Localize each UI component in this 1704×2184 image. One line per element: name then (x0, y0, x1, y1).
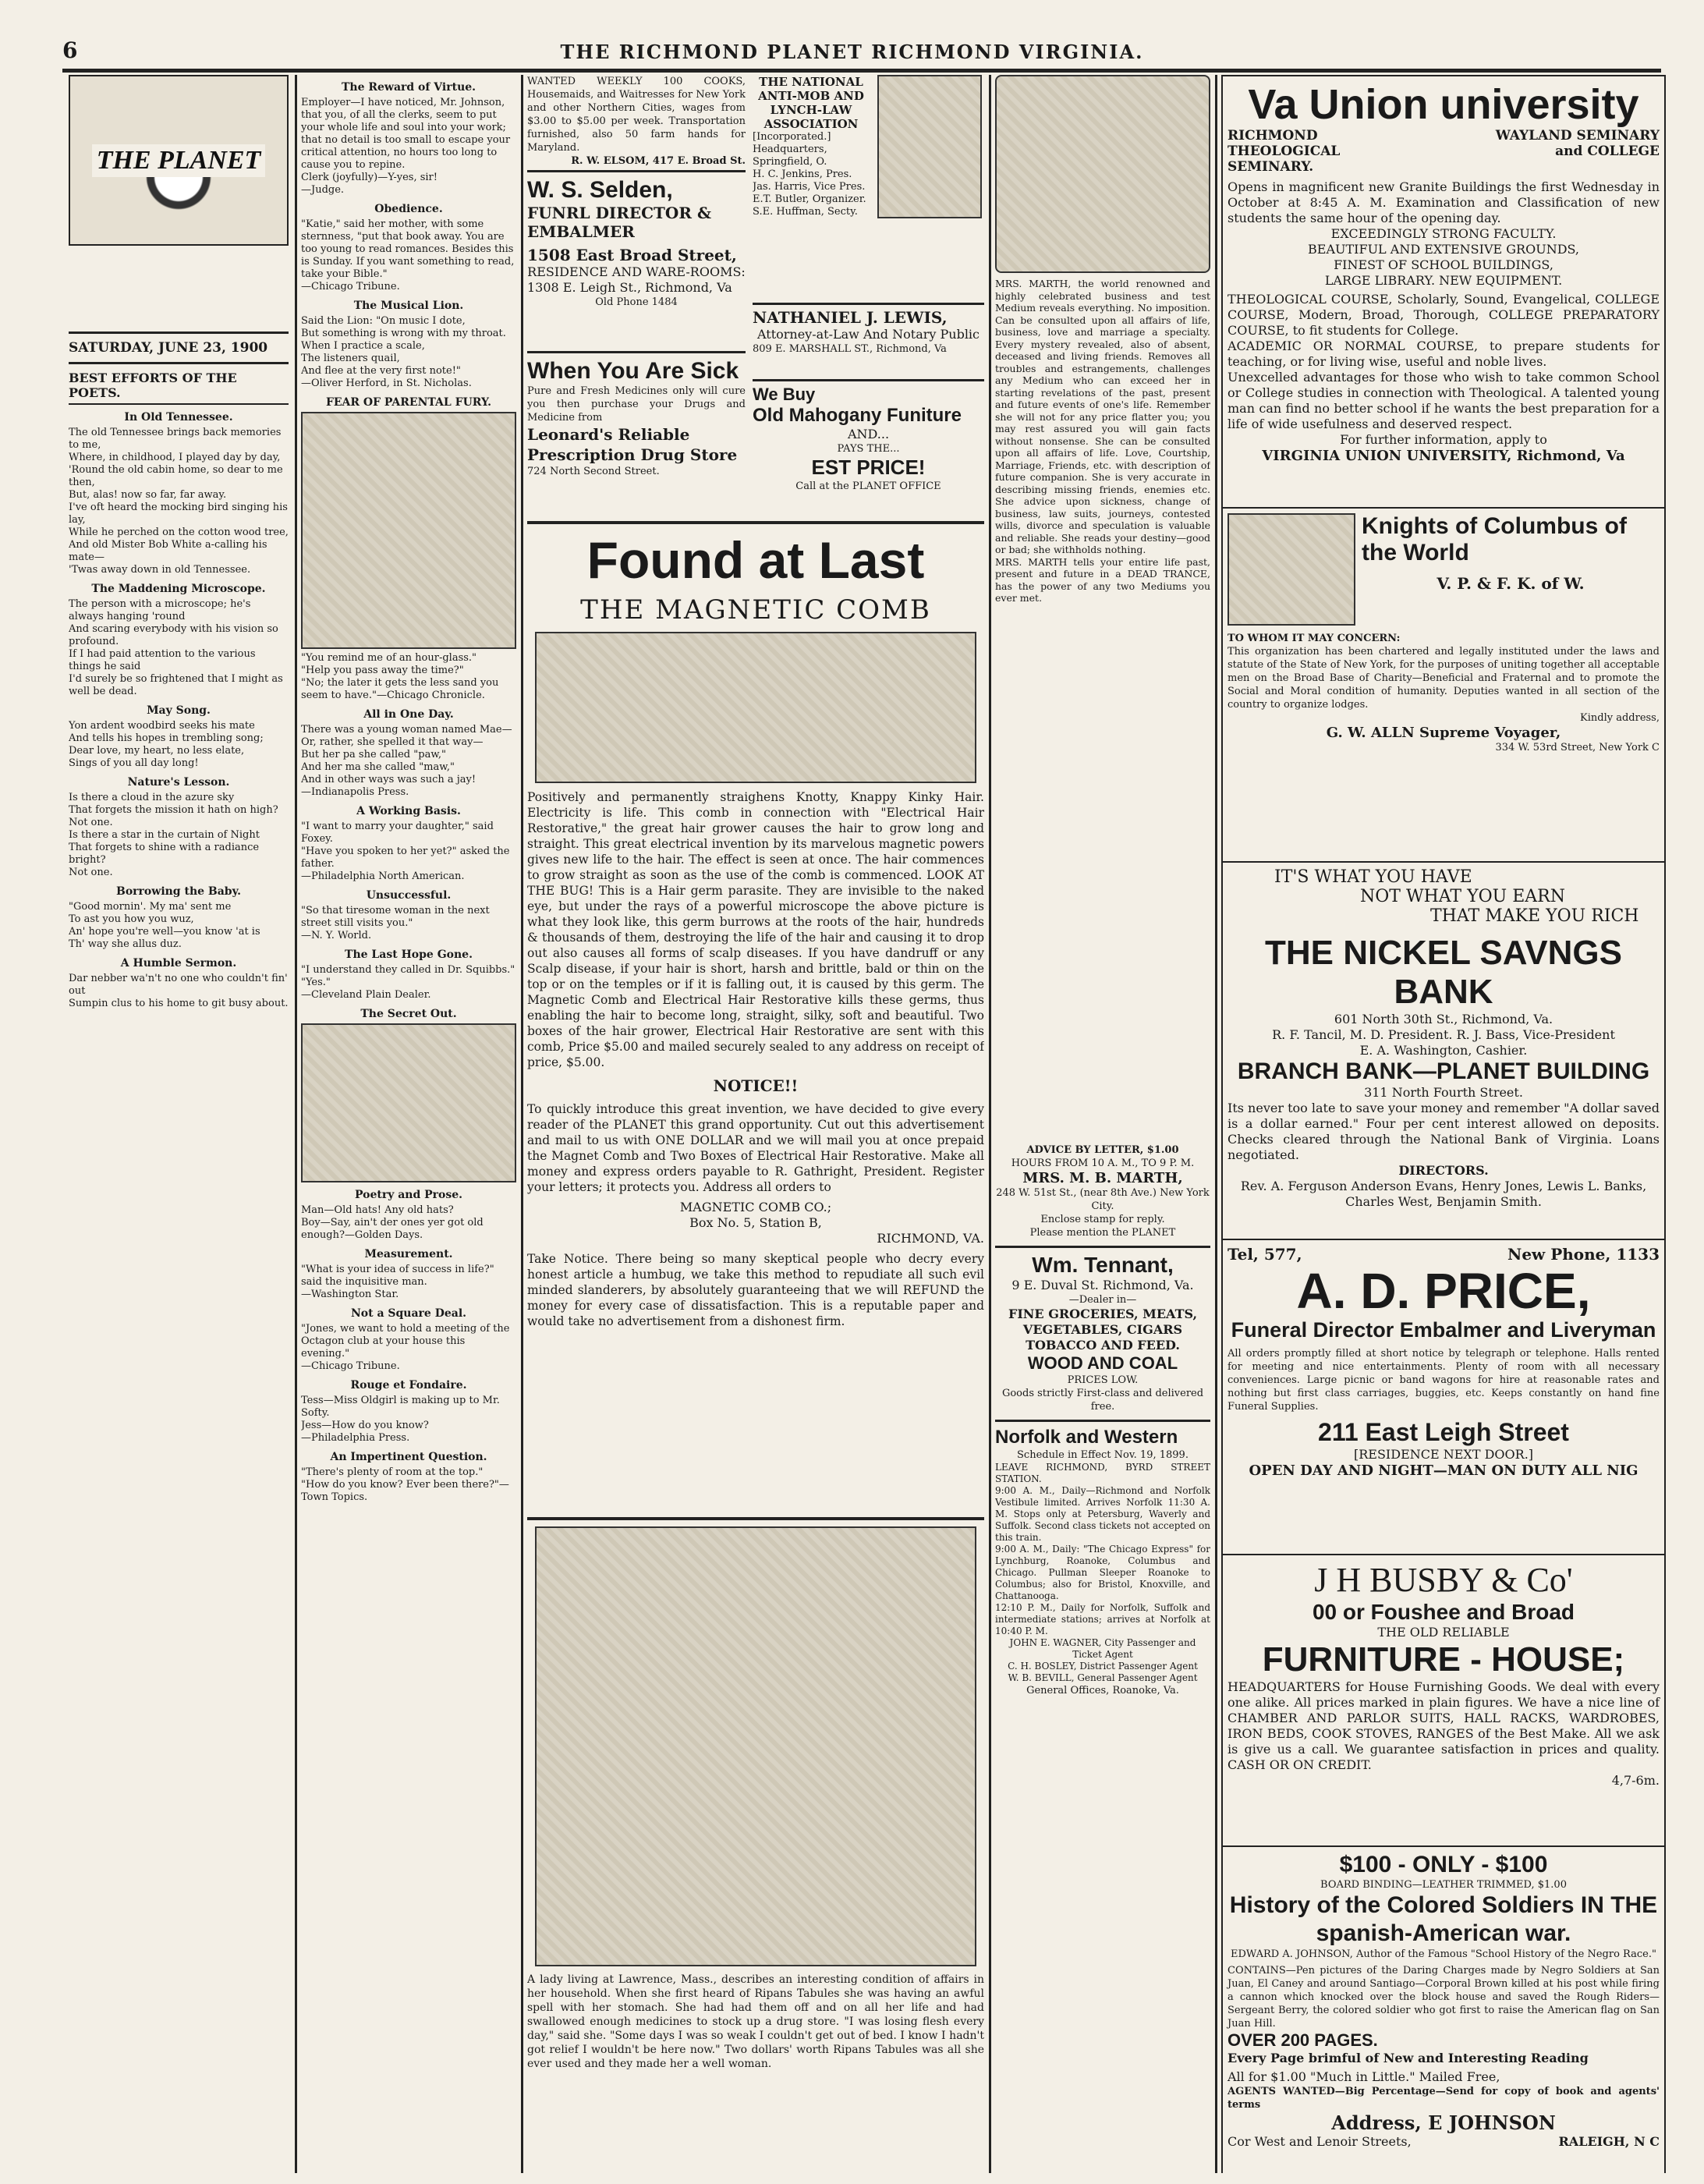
busby-old: THE OLD RELIABLE (1377, 1625, 1510, 1640)
article (301, 300, 516, 390)
leonard-drug-ad (527, 351, 746, 522)
article-text: Said the Lion: "On music I dote, But something is wrong with my throat. When I practice a scale, The listeners quail, And flee at the very first note!" —Oliver Herford, in St. Nicholas. (301, 315, 506, 389)
price-text: All orders promptly filled at short notice by telegraph or telephone. Halls rented for meeting and nice entertainments. Plenty of room with all necessary conveniences. Large picnic or band wagons for hire at reasonable rates and nothing but first class carriages, buggies, etc. Keeps constantly on hand fine Funeral Supplies. (1228, 1348, 1660, 1413)
cartoon-illustration (301, 1023, 516, 1182)
hist-author: EDWARD A. JOHNSON, Author of the Famous "School History of the Negro Race." (1231, 1948, 1656, 1960)
busby-address: 00 or Foushee and Broad (1312, 1600, 1575, 1624)
masthead-title: THE RICHMOND PLANET RICHMOND VIRGINIA. (560, 41, 1144, 63)
marth-text: MRS. MARTH, the world renowned and highly celebrated business and test Medium reveals everything. No imposition. Can be consulted upon all affairs of life, business, love and marriage a specialty. Every mystery revealed, also of absent, deceased and living friends. Removes all troubles and estrangements, challenges any Medium who can exceed her in starting revelations of the past, present and future events of one's life. Remember she will not for any price flatter you; you may rest assured you will gain facts without nonsense. She can be consulted upon all affairs of life. Love, Courtship, Marriage, Friends, etc. with description of future companion. She is very accurate in describing missing friends, enemies etc. She advice upon sickness, change of business, law suits, journeys, contested wills, divorce and speculation is valuable and reliable. She reads your destiny—good or bad; she withholds nothing. MRS. MARTH tells your entire life past, present and future in a DEAD TRANCE, has the power of any two Mediums you ever met. (995, 278, 1210, 604)
article-title: Not a Square Deal. (350, 1307, 467, 1320)
kc-headline: Knights of Columbus of the World (1362, 513, 1627, 566)
buy-headline: We Buy (753, 385, 816, 404)
comb-company: MAGNETIC COMB CO.; (679, 1200, 832, 1214)
marth-advice: ADVICE BY LETTER, $1.00 (1026, 1144, 1179, 1156)
nw-schedule: Schedule in Effect Nov. 19, 1899. (1017, 1449, 1189, 1461)
vu-text: Opens in magnificent new Granite Buildings the first Wednesday in October at 8:45 A. M. Examination and Classification of new students the same hour of the opening day. (1228, 179, 1660, 225)
article (301, 396, 516, 702)
poem-text: Dar nebber wa'n't no one who couldn't fin' out Sumpin clus to his home to git busy about. (69, 973, 289, 1009)
buy-item: Old Mahogany Funiture (753, 405, 962, 426)
selden-name: W. S. Selden, (527, 177, 673, 203)
tennant-address: 9 E. Duval St. Richmond, Va. (1011, 1278, 1194, 1292)
column-5 (1221, 75, 1666, 2173)
nw-offices: General Offices, Roanoke, Va. (1026, 1685, 1179, 1696)
lewis-name: NATHANIEL J. LEWIS, (753, 308, 948, 327)
vu-headline: Va Union university (1248, 81, 1639, 128)
article-title: All in One Day. (363, 708, 454, 721)
vu-left: RICHMOND THEOLOGICAL SEMINARY. (1228, 128, 1341, 175)
logo-text: THE PLANET (92, 144, 266, 177)
mahogany-ad (753, 379, 984, 525)
article-title: The Musical Lion. (353, 300, 464, 312)
buy-price: EST PRICE! (811, 456, 926, 479)
article (301, 1451, 516, 1504)
price-phone-old: Tel, 577, (1228, 1245, 1302, 1264)
price-phone-new: New Phone, 1133 (1507, 1245, 1660, 1264)
marth-mention: Please mention the PLANET (1029, 1227, 1176, 1239)
comb-headline: Found at Last (586, 531, 925, 589)
selden-phone: Old Phone 1484 (595, 296, 678, 308)
hist-reading: Every Page brimful of New and Interesting Reading (1228, 2051, 1589, 2065)
column-1 (69, 75, 289, 2173)
selden-title: FUNRL DIRECTOR & EMBALMER (527, 204, 711, 241)
nw-text: LEAVE RICHMOND, BYRD STREET STATION. 9:00 A. M., Daily—Richmond and Norfolk Vestibule limited. Arrives Norfolk 11:30 A. M. Stops only at Petersburg, Waverly and Suffolk. Second class tickets not accepted on this train. 9:00 A. M., Daily: "The Chicago Express" for Lynchburg, Roanoke, Columbus and Chicago. Pullman Sleeper Roanoke to Columbus; also for Bristol, Knoxville, and Chattanooga. 12:10 P. M., Daily for Norfolk, Suffolk and intermediate stations; arrives at Norfolk at 10:40 P. M. (995, 1462, 1210, 1636)
article-title: The Last Hope Gone. (345, 948, 473, 961)
busby-headline: FURNITURE - HOUSE; (1262, 1640, 1625, 1679)
nickel-branch-address: 311 North Fourth Street. (1364, 1085, 1523, 1100)
article (301, 948, 516, 1002)
buy-pays: PAYS THE... (837, 443, 900, 455)
nickel-branch: BRANCH BANK—PLANET BUILDING (1237, 1058, 1650, 1084)
price-residence: [RESIDENCE NEXT DOOR.] (1353, 1447, 1534, 1462)
sick-text: Pure and Fresh Medicines only will cure you then purchase your Drugs and Medicine from (527, 385, 746, 424)
national-text: [Incorporated.] Headquarters, Springfield, O. H. C. Jenkins, Pres. Jas. Harris, Vice Pres. E.T. Butler, Organizer. S.E. Huffman, Secty. (753, 131, 866, 218)
kc-subhead: V. P. & F. K. of W. (1437, 574, 1585, 593)
poem-title: Borrowing the Baby. (116, 885, 241, 898)
article-title: Poetry and Prose. (354, 1189, 463, 1201)
hist-binding: BOARD BINDING—LEATHER TRIMMED, $1.00 (1320, 1879, 1567, 1891)
hist-agents: AGENTS WANTED—Big Percentage—Send for copy of book and agents' terms (1228, 2086, 1660, 2111)
article (301, 889, 516, 942)
tennant-ad (995, 1246, 1210, 1413)
ripans-story (527, 1517, 984, 2182)
nickel-address: 601 North 30th St., Richmond, Va. (1334, 1012, 1553, 1026)
article-title: Rouge et Fondaire. (350, 1379, 467, 1392)
kc-address: 334 W. 53rd Street, New York C (1495, 742, 1660, 753)
nickel-line: IT'S WHAT YOU HAVE (1274, 867, 1472, 887)
column-rule (989, 75, 991, 2173)
price-name: A. D. PRICE, (1296, 1263, 1591, 1319)
nickel-text: Its never too late to save your money and remember "A dollar saved is a dollar earned." Four per cent interest allowed on deposits. Checks cleared through the National Bank of Virginia. Loans negotiated. (1228, 1101, 1660, 1162)
column-2 (301, 75, 516, 2173)
kc-illustration (1228, 513, 1355, 626)
marth-enclose: Enclose stamp for reply. (1040, 1214, 1165, 1225)
nickel-officers: R. F. Tancil, M. D. President. R. J. Bass, Vice-President E. A. Washington, Cashier. (1272, 1027, 1615, 1058)
comb-box: Box No. 5, Station B, (689, 1215, 822, 1230)
vu-courses: THEOLOGICAL COURSE, Scholarly, Sound, Evangelical, COLLEGE COURSE, Modern, Broad, Thorough, COLLEGE PREPARATORY COURSE, to fit students for College. ACADEMIC OR NORMAL COURSE, to prepare students for teaching, or for living wise, useful and noble lives. Unexcelled advantages for those who wish to take common School or College studies in connection with Theological. A talented young man can find no better school if he wants the best preparation for a life of wide usefulness and deserved respect. (1228, 292, 1660, 431)
poem-title: In Old Tennessee. (124, 411, 233, 424)
va-union-ad (1221, 75, 1666, 509)
poem-title: May Song. (147, 704, 211, 717)
norfolk-western-ad (995, 1420, 1210, 1697)
nickel-line: THAT MAKE YOU RICH (1430, 906, 1639, 926)
vu-line: FINEST OF SCHOOL BUILDINGS, (1334, 257, 1553, 272)
poem (69, 885, 289, 951)
article (301, 81, 516, 197)
tennant-name: Wm. Tennant, (1032, 1253, 1174, 1277)
wanted-text: WANTED WEEKLY 100 COOKS, Housemaids, and Waitresses for New York and other Northern Cities, wages from $3.00 to $5.00 per week. Transportation furnished, also 50 farm hands for Maryland. (527, 76, 746, 154)
article (301, 203, 516, 293)
hist-price: $100 - ONLY - $100 (1339, 1852, 1548, 1877)
kc-header (1228, 513, 1660, 626)
article-title: An Impertinent Question. (330, 1451, 487, 1463)
article-text: Man—Old hats! Any old hats? Boy—Say, ain't der ones yer got old enough?—Golden Days. (301, 1204, 484, 1241)
vu-right: WAYLAND SEMINARY and COLLEGE (1495, 128, 1660, 159)
tennant-wood: WOOD AND COAL (1027, 1353, 1178, 1373)
buy-and: AND... (847, 427, 890, 441)
vu-line: BEAUTIFUL AND EXTENSIVE GROUNDS, (1308, 242, 1579, 257)
knights-ad (1221, 509, 1666, 863)
article-title: The Reward of Virtue. (341, 81, 476, 94)
nw-headline: Norfolk and Western (995, 1427, 1178, 1448)
nickel-headline: THE NICKEL SAVNGS BANK (1265, 934, 1622, 1011)
comb-city: RICHMOND, VA. (877, 1231, 984, 1246)
masthead-rule (62, 69, 1661, 73)
price-ad (1221, 1240, 1666, 1555)
article-text: "Jones, we want to hold a meeting of the Octagon club at your house this evening." —Chicago Tribune. (301, 1323, 510, 1372)
article (301, 708, 516, 799)
poem-title: A Humble Sermon. (120, 957, 237, 970)
vu-info: For further information, apply to (1340, 432, 1547, 447)
price-phones (1228, 1245, 1660, 1264)
article-text: "I want to marry your daughter," said Foxey. "Have you spoken to her yet?" asked the father. —Philadelphia North American. (301, 821, 510, 882)
notice-text: To quickly introduce this great invention, we have decided to give every reader of the PLANET this grand opportunity. Cut out this advertisement and mail to us with ONE DOLLAR and we will mail you at once prepaid the Magnet Comb and Two Boxes of Electrical Hair Restorative. Make all money and express orders payable to R. Gathright, President. Register your letters; it protects you. Address all orders to (527, 1102, 984, 1194)
nickel-bank-ad (1221, 863, 1666, 1240)
article-title: FEAR OF PARENTAL FURY. (325, 396, 492, 409)
poem-text: Yon ardent woodbird seeks his mate And tells his hopes in trembling song; Dear love, my heart, no less elate, Sings of you all day long! (69, 720, 264, 769)
busby-text: HEADQUARTERS for House Furnishing Goods. We deal with every one alike. All prices marked in plain figures. We have a nice line of CHAMBER AND PARLOR SUITS, HALL RACKS, WARDROBES, IRON BEDS, COOK STOVES, RANGES of the Best Make. All we ask is give us a call. We guarantee satisfaction in prices and quality. CASH OR ON CREDIT. (1228, 1679, 1660, 1772)
sick-address: 724 North Second Street. (527, 466, 660, 477)
selden-residence-address: 1308 E. Leigh St., Richmond, Va (527, 280, 732, 295)
price-open: OPEN DAY AND NIGHT—MAN ON DUTY ALL NIG (1249, 1462, 1638, 1479)
kc-to: TO WHOM IT MAY CONCERN: (1228, 633, 1401, 644)
column-4 (995, 75, 1210, 2173)
column-rule (521, 75, 523, 2173)
vu-schools (1228, 128, 1660, 175)
sick-headline: When You Are Sick (527, 358, 739, 384)
hist-city: RALEIGH, N C (1558, 2134, 1660, 2149)
national-headline: THE NATIONAL ANTI-MOB AND LYNCH-LAW ASSOCIATION (758, 75, 864, 131)
busby-name: J H BUSBY & Co' (1314, 1561, 1573, 1599)
hist-pages: OVER 200 PAGES. (1228, 2030, 1378, 2050)
column-rule (295, 75, 297, 2173)
selden-ad (527, 170, 746, 356)
poem-text: Is there a cloud in the azure sky That forgets the mission it hath on high? Not one. Is there a star in the curtain of Night That forgets to shine with a radiance bright? Not one. (69, 792, 278, 878)
selden-residence: RESIDENCE AND WARE-ROOMS: (527, 264, 746, 279)
article-text: Employer—I have noticed, Mr. Johnson, that you, of all the clerks, seem to put your whole life and soul into your work; that no detail is too small to escape your critical attention, no hours too long to cause you to repine. Clerk (joyfully)—Y-yes, sir! —Judge. (301, 97, 511, 196)
article-title: The Secret Out. (360, 1008, 457, 1020)
national-association-ad (753, 75, 984, 301)
poem (69, 704, 289, 770)
hist-headline: History of the Colored Soldiers IN THE spanish-American war. (1229, 1892, 1658, 1946)
take-notice: Take Notice. There being so many skeptical people who decry every honest article a humbug, we take this method to repudiate all such evil minded slanderers, by absolutely guaranteeing that we will REFUND the money for every case of dissatisfaction. This is a reputable paper and would take no advertisement from a dishonest firm. (527, 1252, 984, 1328)
tennant-note: Goods strictly First-class and delivered free. (1001, 1388, 1204, 1413)
marth-address: 248 W. 51st St., (near 8th Ave.) New York City. (996, 1187, 1210, 1212)
nickel-directors: Rev. A. Ferguson Anderson Evans, Henry Jones, Lewis L. Banks, Charles West, Benjamin Smith. (1240, 1179, 1647, 1209)
hist-street: Cor West and Lenoir Streets, (1228, 2134, 1412, 2149)
poem (69, 411, 289, 576)
nw-signatures: JOHN E. WAGNER, City Passenger and Ticket Agent C. H. BOSLEY, District Passenger Agent W. B. BEVILL, General Passenger Agent (1008, 1637, 1198, 1683)
buy-call: Call at the PLANET OFFICE (795, 480, 941, 492)
busby-date: 4,7-6m. (1611, 1773, 1660, 1788)
lewis-address: 809 E. MARSHALL ST., Richmond, Va (753, 343, 947, 355)
article-text: There was a young woman named Mae— Or, rather, she spelled it that way— But her pa she called "paw," And her ma she called "maw," And in other ways was such a jay! —Indianapolis Press. (301, 724, 512, 798)
price-title: Funeral Director Embalmer and Liveryman (1231, 1318, 1656, 1342)
comb-subhead: THE MAGNETIC COMB (580, 594, 931, 626)
article-text: "So that tiresome woman in the next street still visits you." —N. Y. World. (301, 905, 490, 941)
section-title: BEST EFFORTS OF THE POETS. (69, 370, 289, 405)
article-title: Obedience. (374, 203, 443, 215)
hist-city-row (1228, 2134, 1660, 2150)
article (301, 1379, 516, 1445)
article (301, 805, 516, 883)
marth-name: MRS. M. B. MARTH, (1022, 1170, 1183, 1186)
marth-portrait (995, 75, 1210, 273)
nickel-directors-title: DIRECTORS. (1398, 1163, 1489, 1178)
comb-body: Positively and permanently straighens Knotty, Knappy Kinky Hair. Electricity is life. This comb in connection with "Electrical Hair Restorative," the great hair grower causes the hair to grow long and straight. This great electrical invention by its marvelous magnetic powers gives new life to the hair. The effect is seen at once. The hair commences to grow straight as soon as the use of the comb is commenced. LOOK AT THE BUG! This is a Hair germ parasite. They are invisible to the naked eye, but under the rays of a powerful microscope the above picture is what they look like, this germ burrows at the roots of the hair, hundreds & thousands of them, destroying the life of the hair and causing it to drop out also causes all forms of scalp diseases. If you have dandruff or any Scalp disease, if your hair is short, harsh and brittle, bald or thin on the top or on the temples or if it is falling out, it is caused by this germ. The Magnetic Comb and Electrical Hair Restorative kills these germs, thus enabling the hair to become long, straight, silky, soft and beautiful. Two boxes of the hair grower, Electrical Hair Restorative are sent with this comb, Price $5.00 and mailed securely sealed to any address on receipt of price, $5.00. (527, 790, 984, 1069)
notice-headline: NOTICE!! (713, 1076, 799, 1095)
poem-title: The Maddening Microscope. (91, 583, 266, 595)
kc-text: This organization has been chartered and legally instituted under the laws and statute of the State of New York, for the purposes of uniting together all acceptable men on the Broad Base of Charity—Beneficial and Fraternal and to promote the Social and Moral condition of humanity. Deputies wanted in all section of the country to organize lodges. (1228, 646, 1660, 711)
cartoon-illustration (301, 412, 516, 649)
comb-illustration (535, 632, 976, 783)
tennant-dealer: —Dealer in— (1068, 1294, 1137, 1306)
poem (69, 776, 289, 879)
nickel-line: NOT WHAT YOU EARN (1360, 887, 1565, 906)
column-rule (1215, 75, 1217, 2173)
article-title: Unsuccessful. (366, 889, 452, 902)
hist-address: Address, E JOHNSON (1331, 2111, 1556, 2134)
article-text: "Katie," said her mother, with some sternness, "put that book away. You are too young to read romances. Besides this is Sunday. If you want something to read, take your Bible." —Chicago Tribune. (301, 218, 515, 292)
hist-bill: All for $1.00 "Much in Little." Mailed Free, (1228, 2069, 1500, 2084)
price-address: 211 East Leigh Street (1318, 1418, 1569, 1446)
vu-line: LARGE LIBRARY. NEW EQUIPMENT. (1324, 273, 1563, 288)
history-book-ad (1221, 1847, 1666, 2173)
poem-text: "Good mornin'. My ma' sent me To ast you how you wuz, An' hope you're well—you know 'at is Th' way she allus duz. (69, 901, 260, 950)
poem-text: The person with a microscope; he's always hanging 'round And scaring everybody with his vision so profound. If I had paid attention to the various things he said I'd surely be so frightened that I might as well be dead. (69, 598, 283, 697)
article-text: "What is your idea of success in life?" said the inquisitive man. —Washington Star. (301, 1264, 494, 1300)
story-text: A lady living at Lawrence, Mass., describes an interesting condition of affairs in her household. When she first heard of Ripans Tabules she was having an awful spell with her stomach. She had had them off and on all her life and had swallowed enough medicines to stock up a drug store. "I was losing flesh every day," said she. "Some days I was so weak I couldn't get out of bed. I know I hadn't got relief I wouldn't be here now." Two dollars' worth Ripans Tabules was all she ever used and they made her a well woman. (527, 1973, 984, 2070)
poem (69, 957, 289, 1010)
selden-address: 1508 East Broad Street, (527, 246, 737, 264)
issue-date: SATURDAY, JUNE 23, 1900 (69, 332, 289, 364)
wanted-sign: R. W. ELSOM, 417 E. Broad St. (571, 155, 746, 167)
article (301, 1189, 516, 1242)
tennant-goods: FINE GROCERIES, MEATS, VEGETABLES, CIGARS TOBACCO AND FEED. (1008, 1306, 1198, 1353)
justice-illustration (877, 75, 982, 218)
sick-store: Leonard's Reliable Prescription Drug Store (527, 425, 738, 464)
article-text: Tess—Miss Oldgirl is making up to Mr. Softy. Jess—How do you know? —Philadelphia Press. (301, 1395, 500, 1444)
article-title: Measurement. (364, 1248, 453, 1260)
article-text: "You remind me of an hour-glass." "Help you pass away the time?" "No; the later it gets the less sand you seem to have."—Chicago Chronicle. (301, 652, 499, 701)
article-text: "I understand they called in Dr. Squibbs." "Yes." —Cleveland Plain Dealer. (301, 964, 515, 1001)
poem-title: Nature's Lesson. (127, 776, 230, 789)
article (301, 1307, 516, 1373)
article-text: "There's plenty of room at the top." "How do you know? Ever been there?"—Town Topics. (301, 1466, 509, 1503)
vu-line: EXCEEDINGLY STRONG FACULTY. (1330, 226, 1557, 241)
lewis-ad (753, 303, 984, 383)
wanted-ad (527, 75, 746, 168)
tennant-prices: PRICES LOW. (1067, 1374, 1139, 1386)
poem (69, 583, 289, 698)
vu-apply: VIRGINIA UNION UNIVERSITY, Richmond, Va (1262, 448, 1625, 464)
kc-sign: G. W. ALLN Supreme Voyager, (1326, 725, 1561, 741)
poem-text: The old Tennessee brings back memories to me, Where, in childhood, I played day by day, 'Round the old cabin home, so dear to me then, But, alas! now so far, far away. I've oft heard the mocking bird singing his lay, While he perched on the cotton wood tree, And old Mister Bob White a-calling his mate— 'Twas away down in old Tennessee. (69, 427, 289, 576)
magnetic-comb-ad (527, 521, 984, 1521)
lewis-title: Attorney-at-Law And Notary Public (756, 327, 980, 342)
article (301, 1008, 516, 1182)
article-title: A Working Basis. (356, 805, 461, 817)
article (301, 1248, 516, 1301)
page-number: 6 (62, 37, 78, 63)
household-illustration (535, 1526, 976, 1966)
busby-ad (1221, 1555, 1666, 1847)
hist-text: CONTAINS—Pen pictures of the Daring Charges made by Negro Soldiers at San Juan, El Caney and around Santiago—Corporal Brown killed at his post while firing a cannon which knocked over the block house and saved the Rough Riders—Sergeant Berry, the colored soldier who got first to raise the American flag on San Juan Hill. (1228, 1965, 1660, 2030)
marth-hours: HOURS FROM 10 A. M., TO 9 P. M. (1011, 1158, 1195, 1169)
planet-logo (69, 75, 289, 246)
kc-kindly: Kindly address, (1580, 712, 1660, 724)
